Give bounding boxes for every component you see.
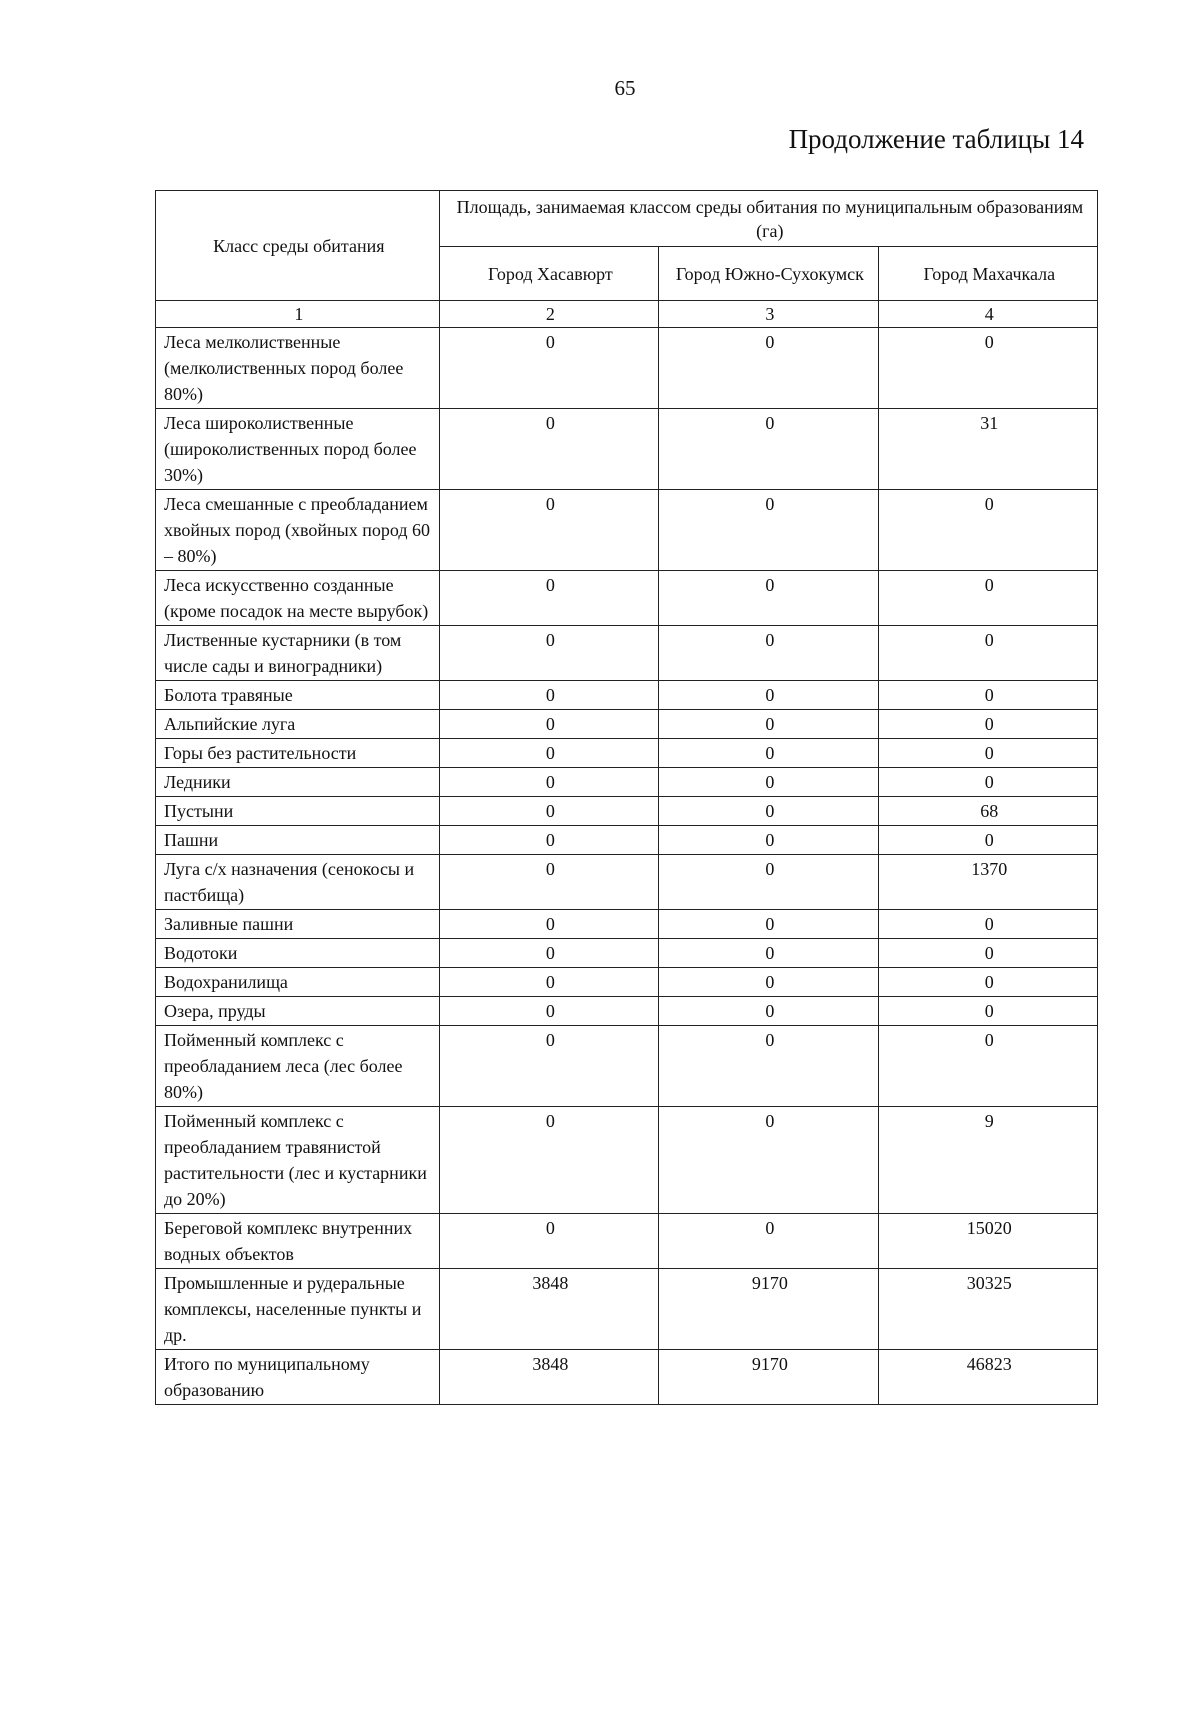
area-value-cell: 9 [878,1107,1097,1214]
habitat-class-cell: Пашни [156,826,440,855]
area-value-cell: 0 [659,1214,878,1269]
area-value-cell: 0 [878,1026,1097,1107]
habitat-class-cell: Болота травяные [156,681,440,710]
area-value-cell: 0 [439,855,658,910]
area-value-cell: 30325 [878,1269,1097,1350]
area-value-cell: 0 [439,739,658,768]
table-row [156,855,1098,910]
area-value-cell: 0 [439,681,658,710]
area-value-cell: 0 [439,768,658,797]
area-value-cell: 0 [659,910,878,939]
area-value-cell: 0 [659,939,878,968]
habitat-class-cell: Пойменный комплекс с преобладанием леса (лес более 80%) [156,1026,440,1107]
area-value-cell: 0 [878,968,1097,997]
area-value-cell: 0 [659,997,878,1026]
habitat-class-cell: Итого по муниципальному образованию [156,1350,440,1405]
table-row [156,939,1098,968]
area-value-cell: 0 [439,710,658,739]
column-number: 4 [878,301,1097,328]
habitat-class-cell: Леса искусственно созданные (кроме посадок на месте вырубок) [156,571,440,626]
area-value-cell: 0 [439,409,658,490]
area-value-cell: 0 [878,571,1097,626]
habitat-class-cell: Водохранилища [156,968,440,997]
table-row [156,768,1098,797]
table-row [156,710,1098,739]
habitat-class-cell: Ледники [156,768,440,797]
table-row [156,910,1098,939]
table-row [156,739,1098,768]
area-value-cell: 0 [878,939,1097,968]
area-value-cell: 0 [439,490,658,571]
area-value-cell: 3848 [439,1350,658,1405]
area-value-cell: 0 [659,826,878,855]
area-value-cell: 0 [439,1107,658,1214]
area-value-cell: 0 [659,768,878,797]
table-row [156,409,1098,490]
header-habitat-class: Класс среды обитания [156,191,440,301]
area-value-cell: 0 [878,328,1097,409]
table-row [156,490,1098,571]
header-city-1: Город Хасавюрт [439,247,658,301]
area-value-cell: 0 [659,681,878,710]
area-value-cell: 0 [439,626,658,681]
table-row [156,1350,1098,1405]
habitat-class-cell: Леса широколиственные (широколиственных пород более 30%) [156,409,440,490]
area-value-cell: 0 [439,997,658,1026]
table-row [156,1214,1098,1269]
area-value-cell: 0 [439,328,658,409]
area-value-cell: 15020 [878,1214,1097,1269]
habitat-class-cell: Лиственные кустарники (в том числе сады и виноградники) [156,626,440,681]
habitat-class-cell: Пустыни [156,797,440,826]
area-value-cell: 0 [878,997,1097,1026]
header-area-group: Площадь, занимаемая классом среды обитания по муниципальным образованиям (га) [439,191,1097,247]
area-value-cell: 0 [439,1026,658,1107]
area-value-cell: 0 [659,1107,878,1214]
area-value-cell: 9170 [659,1350,878,1405]
header-city-3: Город Махачкала [878,247,1097,301]
page-number: 65 [614,76,636,100]
habitat-class-cell: Альпийские луга [156,710,440,739]
table-row [156,626,1098,681]
habitat-class-cell: Заливные пашни [156,910,440,939]
area-value-cell: 0 [659,571,878,626]
table-body [156,301,1098,1405]
habitat-class-cell: Пойменный комплекс с преобладанием травянистой растительности (лес и кустарники до 20%) [156,1107,440,1214]
area-value-cell: 68 [878,797,1097,826]
area-value-cell: 0 [659,626,878,681]
habitat-class-cell: Горы без растительности [156,739,440,768]
habitat-class-cell: Луга с/х назначения (сенокосы и пастбища) [156,855,440,910]
table-row [156,681,1098,710]
area-value-cell: 0 [659,797,878,826]
column-number: 3 [659,301,878,328]
area-value-cell: 0 [659,409,878,490]
area-value-cell: 3848 [439,1269,658,1350]
area-value-cell: 0 [659,328,878,409]
area-value-cell: 0 [878,626,1097,681]
area-value-cell: 9170 [659,1269,878,1350]
area-value-cell: 0 [439,939,658,968]
area-value-cell: 0 [659,1026,878,1107]
column-number: 2 [439,301,658,328]
area-value-cell: 0 [659,490,878,571]
area-value-cell: 0 [659,968,878,997]
habitat-class-cell: Береговой комплекс внутренних водных объектов [156,1214,440,1269]
area-value-cell: 0 [659,710,878,739]
area-value-cell: 0 [659,855,878,910]
area-value-cell: 0 [439,968,658,997]
table-row [156,1107,1098,1214]
header-city-2: Город Южно-Сухокумск [659,247,878,301]
column-number-row [156,301,1098,328]
area-value-cell: 0 [439,797,658,826]
habitat-class-cell: Озера, пруды [156,997,440,1026]
habitat-class-cell: Водотоки [156,939,440,968]
area-value-cell: 0 [439,1214,658,1269]
area-value-cell: 0 [439,826,658,855]
habitat-area-table [155,190,1098,1405]
column-number: 1 [156,301,440,328]
area-value-cell: 0 [878,681,1097,710]
table-caption: Продолжение таблицы 14 [788,124,1084,154]
area-value-cell: 0 [878,826,1097,855]
table-row [156,1026,1098,1107]
habitat-class-cell: Леса смешанные с преобладанием хвойных пород (хвойных пород 60 – 80%) [156,490,440,571]
table-row [156,997,1098,1026]
area-value-cell: 46823 [878,1350,1097,1405]
habitat-class-cell: Леса мелколиственные (мелколиственных пород более 80%) [156,328,440,409]
area-value-cell: 0 [439,571,658,626]
table-row [156,571,1098,626]
table-row [156,1269,1098,1350]
table-row [156,797,1098,826]
area-value-cell: 0 [878,710,1097,739]
table-row [156,968,1098,997]
table-row [156,328,1098,409]
area-value-cell: 0 [878,768,1097,797]
area-value-cell: 31 [878,409,1097,490]
area-value-cell: 0 [439,910,658,939]
area-value-cell: 0 [878,490,1097,571]
area-value-cell: 0 [878,739,1097,768]
area-value-cell: 0 [659,739,878,768]
area-value-cell: 1370 [878,855,1097,910]
area-value-cell: 0 [878,910,1097,939]
table-row [156,826,1098,855]
habitat-class-cell: Промышленные и рудеральные комплексы, населенные пункты и др. [156,1269,440,1350]
